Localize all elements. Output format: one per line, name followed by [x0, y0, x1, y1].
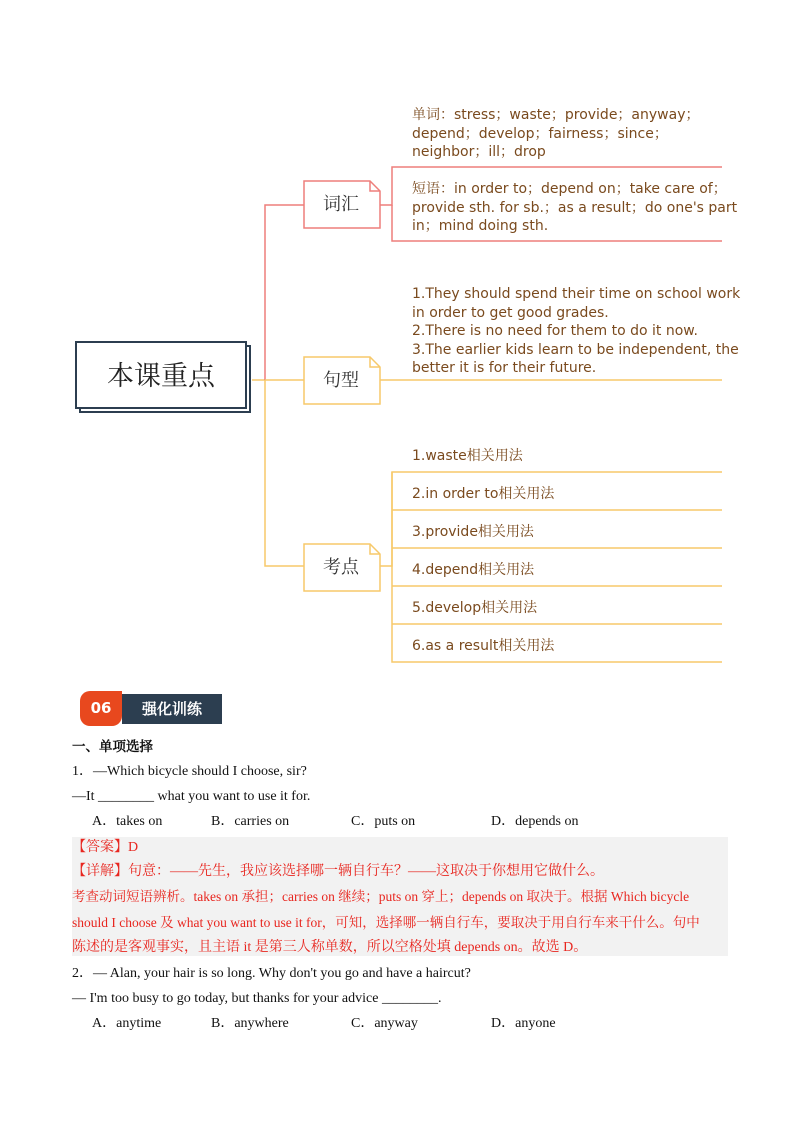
point-item: 5.develop相关用法: [412, 600, 538, 616]
node-sentences: 句型: [323, 370, 359, 391]
explanation-line: should I choose 及 what you want to use it for，可知，选择哪一辆自行车，要取决于用自行车来干什么。句中: [72, 915, 700, 930]
question-stem: — I'm too busy to go today, but thanks for your advice ________.: [72, 991, 442, 1006]
section-badge-number: 06: [80, 691, 122, 726]
option: C．anyway: [351, 1016, 418, 1031]
option: B．carries on: [211, 814, 290, 829]
vocab-phrases: 短语：in order to；depend on；take care of； provide sth. for sb.；as a result；do one's part in；mind doing sth.: [412, 181, 738, 234]
option: B．anywhere: [211, 1016, 289, 1031]
option: A．takes on: [92, 814, 163, 829]
point-item: 6.as a result相关用法: [412, 638, 555, 654]
node-points: 考点: [323, 557, 359, 578]
option: D．depends on: [491, 814, 579, 829]
question-stem: 2．— Alan, your hair is so long. Why don't you go and have a haircut?: [72, 966, 471, 981]
explanation-line: 考查动词短语辨析。takes on 承担；carries on 继续；puts on 穿上；depends on 取决于。根据 Which bicycle: [72, 889, 690, 904]
explanation-line: 【详解】句意：——先生，我应该选择哪一辆自行车？——这取决于你想用它做什么。: [72, 864, 604, 879]
option: D．anyone: [491, 1016, 556, 1031]
section-badge-label: 强化训练: [122, 694, 222, 724]
explanation-line: 陈述的是客观事实，且主语 it 是第三人称单数，所以空格处填 depends on。故选 D。: [72, 940, 588, 955]
option: A．anytime: [92, 1016, 162, 1031]
option: C．puts on: [351, 814, 416, 829]
node-vocab: 词汇: [323, 194, 359, 215]
sentence-list: 1.They should spend their time on school work in order to get good grades. 2.There is no need for them to do it now. 3.The earlier kids learn to be independent, the better it is for their future.: [412, 286, 741, 376]
point-item: 3.provide相关用法: [412, 524, 534, 540]
question-stem: 1．—Which bicycle should I choose, sir?: [72, 764, 307, 779]
question-stem: —It ________ what you want to use it for.: [72, 789, 311, 804]
section-title: 一、单项选择: [72, 739, 153, 755]
point-item: 4.depend相关用法: [412, 562, 535, 578]
point-item: 2.in order to相关用法: [412, 486, 555, 502]
answer: 【答案】D: [72, 840, 139, 855]
vocab-words: 单词：stress；waste；provide；anyway； depend；develop；fairness；since； neighbor；ill；drop: [412, 107, 700, 160]
point-item: 1.waste相关用法: [412, 448, 523, 464]
mindmap-root: 本课重点: [107, 361, 215, 392]
